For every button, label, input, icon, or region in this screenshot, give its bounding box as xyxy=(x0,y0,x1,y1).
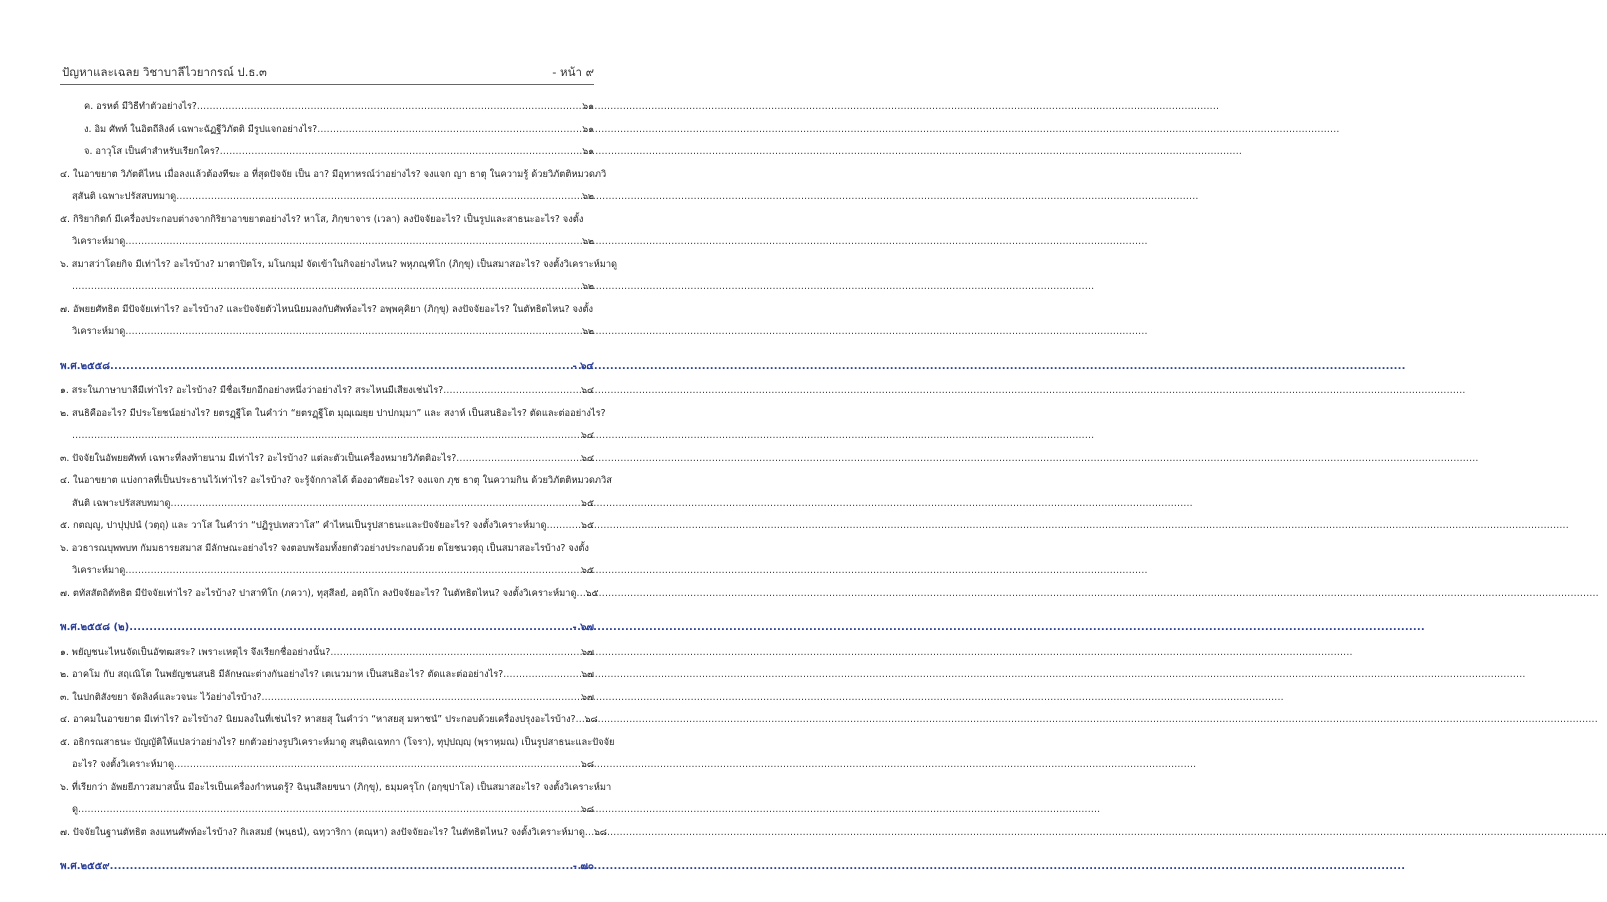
toc-entry-text: ๖. สมาสว่าโดยกิจ มีเท่าไร? อะไรบ้าง? มาตาปิตโร, มโนกมฺมํ จัดเข้าในกิจอย่างไหน? พหุภณฺฑิโก (ภิกฺขุ) เป็นสมาสอะไร? จงตั้งวิเคราะห์มาดู xyxy=(60,258,618,270)
toc-entry xyxy=(60,560,594,583)
toc-entry xyxy=(60,754,594,777)
toc-entry-text: ๔. ในอาขยาต แบ่งกาลที่เป็นประธานไว้เท่าไร? อะไรบ้าง? จะรู้จักกาลได้ ต้องอาศัยอะไร? จงแจก ภุช ธาตุ ในความกิน ด้วยวิภัตติหมวดภวิส xyxy=(60,475,612,486)
toc-entry-page: ๖๔ xyxy=(581,385,594,396)
toc-entry xyxy=(60,664,594,687)
dot-leader xyxy=(261,687,580,710)
dot-leader xyxy=(330,642,580,665)
toc-entry-text: ๔. อาคมในอาขยาต มีเท่าไร? อะไรบ้าง? นิยมลงในที่เช่นไร? หาสยสุ ในคำว่า “หาสยสุ มหาชนํ” ประกอบด้วยเครื่องปรุงอะไรบ้าง? xyxy=(60,714,576,725)
toc-entry-text: ๓. ปัจจัยในอัพยยศัพท์ เฉพาะที่ลงท้ายนาม มีเท่าไร? อะไรบ้าง? แต่ละตัวเป็นเครื่องหมายวิภัตติอะไร? xyxy=(60,452,457,464)
dot-leader xyxy=(317,119,581,142)
toc-entry-text: สันติ เฉพาะปรัสสบทมาดู xyxy=(72,497,171,509)
dot-leader xyxy=(220,141,581,164)
toc-entry xyxy=(60,470,612,493)
toc-entry-text: ค. อรหต์ มีวิธีทำตัวอย่างไร? xyxy=(84,101,197,112)
toc-entry-page: ๖๗ xyxy=(581,691,594,703)
toc-entry-page: ๖๘ xyxy=(584,714,598,725)
dot-leader xyxy=(110,856,572,879)
toc-entry-text: ๑. พยัญชนะไหนจัดเป็นอัฑฒสระ? เพราะเหตุไร จึงเรียกชื่ออย่างนั้น? xyxy=(60,646,331,658)
toc-entry-page: ๖๕ xyxy=(581,497,594,509)
toc-entry-page: - ๖๗ xyxy=(572,622,594,633)
toc-entry-page: ๖๕ xyxy=(581,565,594,576)
toc-entry xyxy=(60,538,594,561)
toc-entry xyxy=(60,254,618,277)
section-spacer xyxy=(60,879,594,881)
toc-entry xyxy=(60,583,599,606)
toc-entry xyxy=(60,425,594,448)
toc-entry-text: วิเคราะห์มาดู xyxy=(72,565,126,576)
toc-entry xyxy=(60,403,606,426)
toc-entry-text: ๗. ปัจจัยในฐานตัทธิต ลงแทนศัพท์อะไรบ้าง? กิเลสมยํ (พนฺธนํ), ฉทฺวาริกา (ตณฺหา) ลงปัจจัยอะไร? ในตัทธิตไหน? จงตั้งวิเคราะห์มาดู xyxy=(60,826,585,838)
toc-entry-text: ๕. อธิกรณสาธนะ บัญญัติให้แปลว่าอย่างไร? ยกตัวอย่างรูปวิเคราะห์มาดู สนฺติฉเฉทกา (โจรา), ทุปฺปญฺญฺ (พฺราหฺมณ) เป็นรูปสาธนะและปัจจัย xyxy=(60,736,615,748)
toc-entry-text: อะไร? จงตั้งวิเคราะห์มาดู xyxy=(72,759,175,770)
toc-entry-text: ๗. อัพยยศัทธิต มีปัจจัยเท่าไร? อะไรบ้าง? และปัจจัยตัวไหนนิยมลงกับศัพท์อะไร? อพฺพคุคิยา (ภิกฺขุ) ลงปัจจัยอะไร? ในตัทธิตไหน? จงตั้ง xyxy=(60,303,594,315)
toc-entry xyxy=(60,732,615,755)
dot-leader xyxy=(176,186,581,209)
toc-entry-page: ๖๕ xyxy=(585,587,599,599)
dot-leader xyxy=(78,799,580,822)
toc-entry xyxy=(60,448,594,471)
toc-entry xyxy=(60,276,594,299)
dot-leader xyxy=(576,709,584,732)
toc-entry-text: พ.ศ.๒๕๕๙ xyxy=(60,861,110,872)
toc-entry-page: ๖๗ xyxy=(581,646,594,658)
toc-entry-page: ๖๘ xyxy=(593,826,607,838)
table-of-contents xyxy=(60,96,618,881)
toc-entry-text: ง. อิม ศัพท์ ในอิตถีลิงค์ เฉพาะฉัฏฐีวิภัตติ มีรูปแจกอย่างไร? xyxy=(84,123,318,135)
section-spacer xyxy=(60,844,594,854)
toc-entry-page: ๖๒ xyxy=(581,236,594,247)
toc-section-heading xyxy=(60,617,594,640)
section-spacer xyxy=(60,344,594,354)
toc-entry xyxy=(60,141,594,164)
toc-entry xyxy=(60,799,594,822)
toc-entry xyxy=(60,299,594,322)
dot-leader xyxy=(503,664,580,687)
dot-leader xyxy=(125,231,581,254)
dot-leader xyxy=(585,822,593,845)
dot-leader xyxy=(72,425,580,448)
dot-leader xyxy=(125,560,580,583)
toc-entry-text: ๔. ในอาขยาต วิภัตติไหน เมื่อลงแล้วต้องทีฆะ อ ที่สุดปัจจัย เป็น อา? มีอุทาหรณ์ว่าอย่างไร? จงแจก ญา ธาตุ ในความรู้ ด้วยวิภัตติหมวดภวิ xyxy=(60,168,607,180)
toc-entry-text: สฺสันติ เฉพาะปรัสสบทมาดู xyxy=(72,191,177,202)
toc-entry-page: ๖๒ xyxy=(581,281,594,292)
toc-entry-page: - ๖๔ xyxy=(572,360,594,372)
header-divider xyxy=(60,84,594,85)
toc-entry xyxy=(60,186,594,209)
toc-entry-text: ๓. ในปกติสังขยา จัดลิงค์และวจนะ ไว้อย่างไรบ้าง? xyxy=(60,691,262,703)
toc-entry xyxy=(60,119,594,142)
toc-entry xyxy=(60,687,594,710)
toc-entry-page: ๖๗ xyxy=(581,669,594,680)
document-title: ปัญหาและเฉลย วิชาบาลีไวยากรณ์ ป.ธ.๓ xyxy=(62,65,267,79)
toc-entry xyxy=(60,321,594,344)
toc-entry xyxy=(60,822,607,845)
dot-leader xyxy=(129,617,571,640)
toc-entry xyxy=(60,96,594,119)
toc-entry-page: ๖๘ xyxy=(580,759,594,770)
toc-entry-text: จ. อาวุโส เป็นคำสำหรับเรียกใคร? xyxy=(84,146,220,157)
dot-leader xyxy=(443,380,580,403)
toc-entry xyxy=(60,380,594,403)
dot-leader xyxy=(125,321,581,344)
toc-entry xyxy=(60,493,594,516)
dot-leader xyxy=(72,276,581,299)
toc-entry-page: ๖๒ xyxy=(581,326,594,337)
toc-entry-page: ๖๑ xyxy=(582,123,594,135)
toc-entry-text: ๗. ตทัสสัตถิตัทธิต มีปัจจัยเท่าไร? อะไรบ้าง? ปาสาทิโก (ภควา), ทุสฺสีลยํ, อตฺถิโก ลงปัจจัยอะไร? ในตัทธิตไหน? จงตั้งวิเคราะห์มาดู xyxy=(60,587,577,599)
toc-entry-page: ๖๘ xyxy=(580,804,594,815)
toc-entry-page: ๖๕ xyxy=(581,520,594,531)
page-number: - หน้า ๙ xyxy=(552,65,594,79)
toc-entry-text: วิเคราะห์มาดู xyxy=(72,326,126,337)
toc-entry-text: ๒. อาคโม กับ สฤเณิโต ในพยัญชนสนธิ มีลักษณะต่างกันอย่างไร? เตเนวมาห เป็นสนธิอะไร? ตัดและต่ออย่างไร? xyxy=(60,669,504,680)
toc-entry-page: ๖๑ xyxy=(582,146,594,157)
toc-entry-page: ๖๒ xyxy=(581,191,594,202)
toc-entry-text: พ.ศ.๒๕๕๘ (๒) xyxy=(60,622,130,633)
toc-entry xyxy=(60,515,594,538)
dot-leader xyxy=(171,493,581,516)
toc-entry-text: ดู xyxy=(72,804,79,815)
section-spacer xyxy=(60,605,594,615)
dot-leader xyxy=(456,448,580,471)
toc-entry xyxy=(60,164,607,187)
toc-entry-text: วิเคราะห์มาดู xyxy=(72,236,126,247)
toc-entry-text: ๕. กตญฺญู, ปาปุปฺปนํ (วตฺถุ) และ วาโส ในคำว่า “ปฏิรูปเทสวาโส” คำไหนเป็นรูปสาธนะและปัจจัยอะไร? จงตั้งวิเคราะห์มาดู xyxy=(60,520,547,531)
toc-entry-page: ๖๔ xyxy=(581,452,594,464)
dot-leader xyxy=(547,515,580,538)
dot-leader xyxy=(197,96,581,119)
toc-entry-text: ๑. สระในภาษาบาลีมีเท่าไร? อะไรบ้าง? มีชื่อเรียกอีกอย่างหนึ่งว่าอย่างไร? สระไหนมีเสียงเช่นไร? xyxy=(60,385,444,396)
dot-leader xyxy=(110,356,571,379)
toc-entry-text: ๖. ที่เรียกว่า อัพยยีภาวสมาสนั้น มีอะไรเป็นเครื่องกำหนดรู้? ฉินฺนสีลยขนา (ภิกฺขุ), ธมฺมครุโก (อกฺขฺปาโล) เป็นสมาสอะไร? จงตั้งวิเคราะห์มา xyxy=(60,781,612,793)
toc-entry xyxy=(60,642,594,665)
toc-entry-page: ๖๔ xyxy=(581,430,594,441)
page-header xyxy=(62,64,594,82)
dot-leader xyxy=(174,754,580,777)
toc-entry xyxy=(60,777,612,800)
toc-entry xyxy=(60,709,598,732)
toc-entry-text: ๒. สนธิคืออะไร? มีประโยชน์อย่างไร? ยตรฏฺฐีโต ในคำว่า “ยตรฏฺฐีโต มุฌฺเฌยฺย ปาปกมฺมา” และ สงาห์ เป็นสนธิอะไร? ตัดและต่ออย่างไร? xyxy=(60,407,606,419)
toc-entry xyxy=(60,209,594,232)
toc-entry-page: - ๗๐ xyxy=(572,861,594,872)
toc-entry xyxy=(60,231,594,254)
toc-section-heading xyxy=(60,356,594,379)
toc-entry-text: พ.ศ.๒๕๕๘ xyxy=(60,360,110,372)
toc-entry-text: ๖. อวธารณบุพพบท กัมมธารยสมาส มีลักษณะอย่างไร? จงตอบพร้อมทั้งยกตัวอย่างประกอบด้วย ตโยชนวตฺถุ เป็นสมาสอะไรบ้าง? จงตั้ง xyxy=(60,542,589,554)
toc-entry-text: ๕. กิริยากิตก์ มีเครื่องประกอบต่างจากกิริยาอาขยาตอย่างไร? หาโส, ภิกฺขาจาร (เวลา) ลงปัจจัยอะไร? เป็นรูปและสาธนะอะไร? จงตั้ง xyxy=(60,213,584,225)
toc-section-heading xyxy=(60,856,594,879)
dot-leader xyxy=(577,583,585,606)
toc-entry-page: ๖๑ xyxy=(582,101,594,112)
